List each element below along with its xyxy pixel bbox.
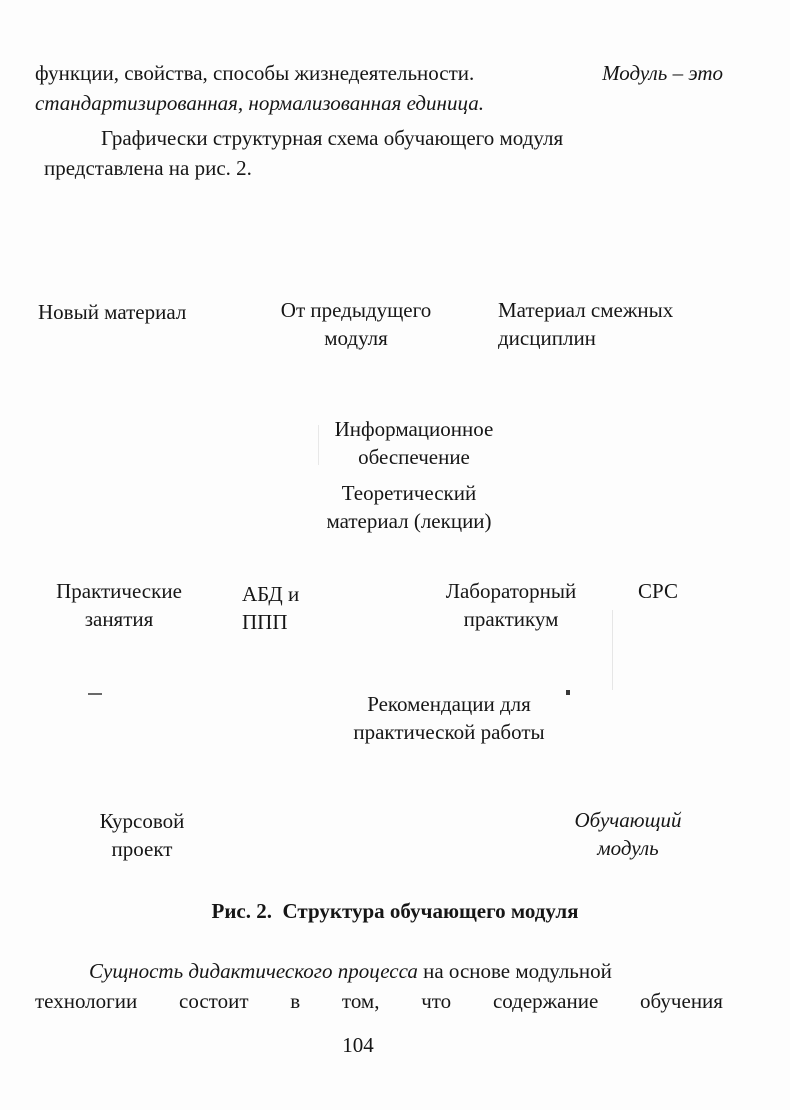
word: технологии bbox=[35, 989, 138, 1013]
scan-artifact bbox=[566, 690, 570, 695]
top-paragraph-text: функции, свойства, способы жизнедеятельности. bbox=[35, 61, 475, 85]
node-course-project: Курсовой проект bbox=[99, 809, 185, 861]
bottom-line-1 bbox=[35, 956, 723, 986]
word: состоит bbox=[179, 989, 249, 1013]
scan-artifact bbox=[318, 425, 319, 465]
word: обучения bbox=[640, 989, 723, 1013]
node-learning-module: Обучающий модуль bbox=[574, 808, 682, 860]
module-definition-start: Модуль – это bbox=[602, 61, 723, 85]
bottom-paragraph bbox=[35, 956, 723, 1016]
module-definition-end: стандартизированная, нормализованная единица. bbox=[35, 91, 484, 115]
node-related-disciplines: Материал смежных дисциплин bbox=[498, 298, 674, 350]
intro-paragraph bbox=[35, 123, 735, 183]
figure-caption: Рис. 2. Структура обучающего модуля bbox=[211, 899, 579, 923]
scan-artifact bbox=[88, 693, 102, 695]
word: том, bbox=[341, 989, 380, 1013]
word: в bbox=[290, 989, 301, 1013]
bottom-line-1-rest: на основе модульной bbox=[423, 959, 612, 983]
node-information-support: Информационное обеспечение bbox=[334, 417, 494, 469]
node-laboratory-practicum: Лабораторный практикум bbox=[445, 579, 577, 631]
word: содержание bbox=[492, 989, 599, 1013]
intro-line-2: представлена на рис. 2. bbox=[44, 156, 252, 180]
didactic-process-essence: Сущность дидактического процесса bbox=[89, 959, 418, 983]
node-previous-module: От предыдущего модуля bbox=[280, 298, 432, 350]
intro-line-1: Графически структурная схема обучающего модуля bbox=[101, 126, 564, 150]
top-paragraph bbox=[35, 58, 723, 118]
node-new-material: Новый материал bbox=[38, 300, 187, 324]
node-abd-ppp: АБД и ППП bbox=[242, 582, 300, 634]
bottom-line-2 bbox=[35, 986, 723, 1016]
page-number: 104 bbox=[342, 1033, 374, 1057]
top-paragraph-line-1 bbox=[35, 58, 723, 88]
scan-artifact bbox=[612, 610, 613, 690]
node-srs: СРС bbox=[638, 579, 678, 603]
word: что bbox=[421, 989, 452, 1013]
node-practical-classes: Практические занятия bbox=[56, 579, 182, 631]
node-practical-recommendations: Рекомендации для практической работы bbox=[353, 692, 545, 744]
node-theoretical-material: Теоретический материал (лекции) bbox=[326, 481, 492, 533]
